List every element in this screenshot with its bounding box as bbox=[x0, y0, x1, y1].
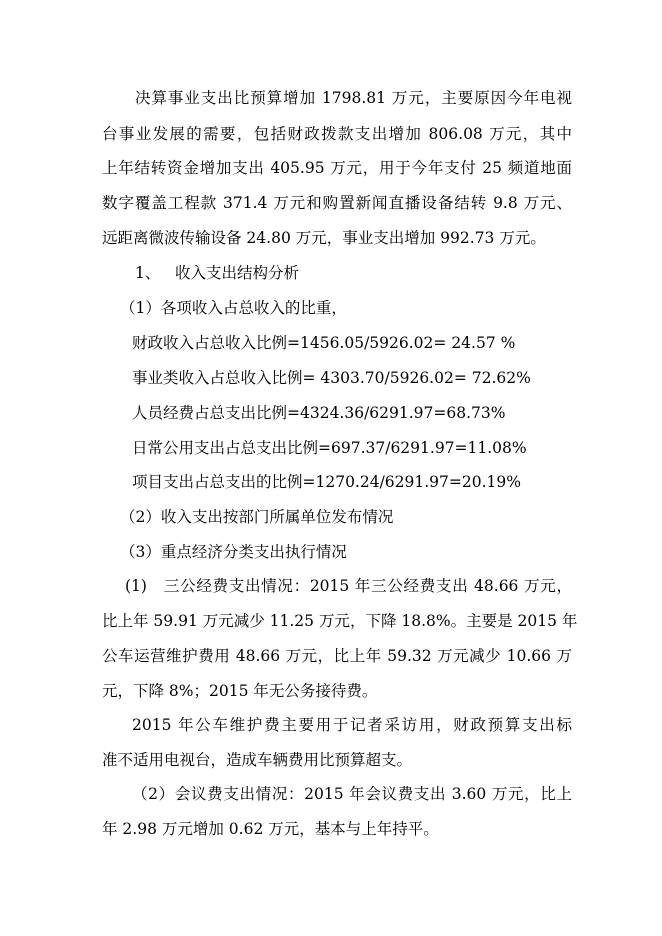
subsection-heading: （2）收入支出按部门所属单位发布情况 bbox=[120, 508, 394, 526]
ratio-line: 人员经费占总支出比例=4324.36/6291.97=68.73% bbox=[132, 404, 506, 422]
text-line: 年 2.98 万元增加 0.62 万元，基本与上年持平。 bbox=[102, 820, 439, 838]
text-line: 公车运营维护费用 48.66 万元，比上年 59.32 万元减少 10.66 万 bbox=[102, 647, 572, 665]
text-line: 上年结转资金增加支出 405.95 万元，用于今年支付 25 频道地面 bbox=[102, 159, 572, 177]
section-heading bbox=[135, 263, 572, 283]
text-line: 远距离微波传输设备 24.80 万元，事业支出增加 992.73 万元。 bbox=[102, 229, 546, 247]
text-line: 2015 年公车维护费主要用于记者采访用，财政预算支出标 bbox=[132, 716, 572, 734]
text-line: 比上年 59.91 万元减少 11.25 万元，下降 18.8%。主要是 2015 年 bbox=[102, 612, 578, 630]
section-title: 收入支出结构分析 bbox=[175, 264, 300, 282]
ratio-line: 财政收入占总收入比例=1456.05/5926.02= 24.57 % bbox=[132, 334, 516, 352]
text-line: (1) 三公经费支出情况：2015 年三公经费支出 48.66 万元， bbox=[125, 577, 572, 595]
text-line: 台事业发展的需要，包括财政拨款支出增加 806.08 万元，其中 bbox=[102, 125, 572, 143]
section-number: 1、 bbox=[135, 264, 161, 282]
subsection-heading: （1）各项收入占总收入的比重， bbox=[120, 299, 347, 317]
text-line: 准不适用电视台，造成车辆费用比预算超支。 bbox=[102, 751, 413, 769]
ratio-line: 日常公用支出占总支出比例=697.37/6291.97=11.08% bbox=[132, 439, 527, 457]
text-line: 数字覆盖工程款 371.4 万元和购置新闻直播设备结转 9.8 万元、 bbox=[102, 194, 572, 212]
ratio-line: 项目支出占总支出的比例=1270.24/6291.97=20.19% bbox=[132, 473, 521, 491]
ratio-line: 事业类收入占总收入比例= 4303.70/5926.02= 72.62% bbox=[132, 369, 531, 387]
subsection-heading: （3）重点经济分类支出执行情况 bbox=[120, 543, 347, 561]
text-line: 元，下降 8%；2015 年无公务接待费。 bbox=[102, 682, 378, 700]
text-line: （2）会议费支出情况：2015 年会议费支出 3.60 万元，比上 bbox=[132, 785, 572, 803]
text-line: 决算事业支出比预算增加 1798.81 万元，主要原因今年电视 bbox=[135, 89, 572, 107]
